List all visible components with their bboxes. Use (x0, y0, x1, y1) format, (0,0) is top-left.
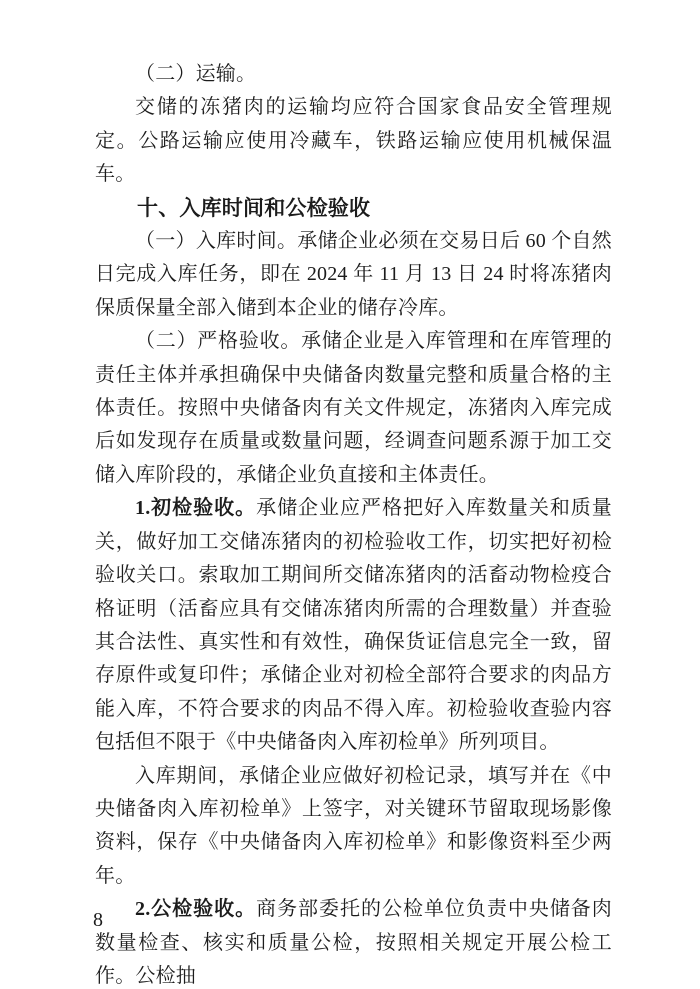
paragraph-strict-acceptance: （二）严格验收。承储企业是入库管理和在库管理的责任主体并承担确保中央储备肉数量完整和质量合格的主体责任。按照中央储备肉有关文件规定，冻猪肉入库完成后如发现存在质量或数量问题，经调查问题系源于加工交储入库阶段的，承储企业负直接和主体责任。 (95, 330, 612, 486)
public-inspection-body: 商务部委托的公检单位负责中央储备肉数量检查、核实和质量公检，按照相关规定开展公检工作。公检抽 (95, 898, 612, 987)
initial-inspection-body: 承储企业应严格把好入库数量关和质量关，做好加工交储冻猪肉的初检验收工作，切实把好初检验收关口。索取加工期间所交储冻猪肉的活畜动物检疫合格证明（活畜应具有交储冻猪肉所需的合理数量）并查验其合法性、真实性和有效性，确保货证信息完全一致，留存原件或复印件；承储企业对初检全部符合要求的肉品方能入库，不符合要求的肉品不得入库。初检验收查验内容包括但不限于《中央储备肉入库初检单》所列项目。 (95, 497, 612, 754)
paragraph-initial-inspection (95, 492, 612, 759)
paragraph-transport-body: 交储的冻猪肉的运输均应符合国家食品安全管理规定。公路运输应使用冷藏车，铁路运输应使用机械保温车。 (95, 96, 612, 186)
paragraph-storage-record: 入库期间，承储企业应做好初检记录，填写并在《中央储备肉入库初检单》上签字，对关键环节留取现场影像资料，保存《中央储备肉入库初检单》和影像资料至少两年。 (95, 764, 612, 887)
paragraph-storage-time: （一）入库时间。承储企业必须在交易日后 60 个自然日完成入库任务，即在 2024 年 11 月 13 日 24 时将冻猪肉保质保量全部入储到本企业的储存冷库。 (95, 230, 612, 319)
paragraph-public-inspection (95, 893, 612, 989)
public-inspection-lead: 2.公检验收。 (135, 898, 257, 921)
initial-inspection-lead: 1.初检验收。 (135, 497, 257, 520)
document-body (95, 58, 612, 989)
section-heading-10: 十、入库时间和公检验收 (137, 196, 371, 220)
page-number: 8 (93, 909, 103, 931)
paragraph-transport-label: （二）运输。 (135, 63, 257, 85)
